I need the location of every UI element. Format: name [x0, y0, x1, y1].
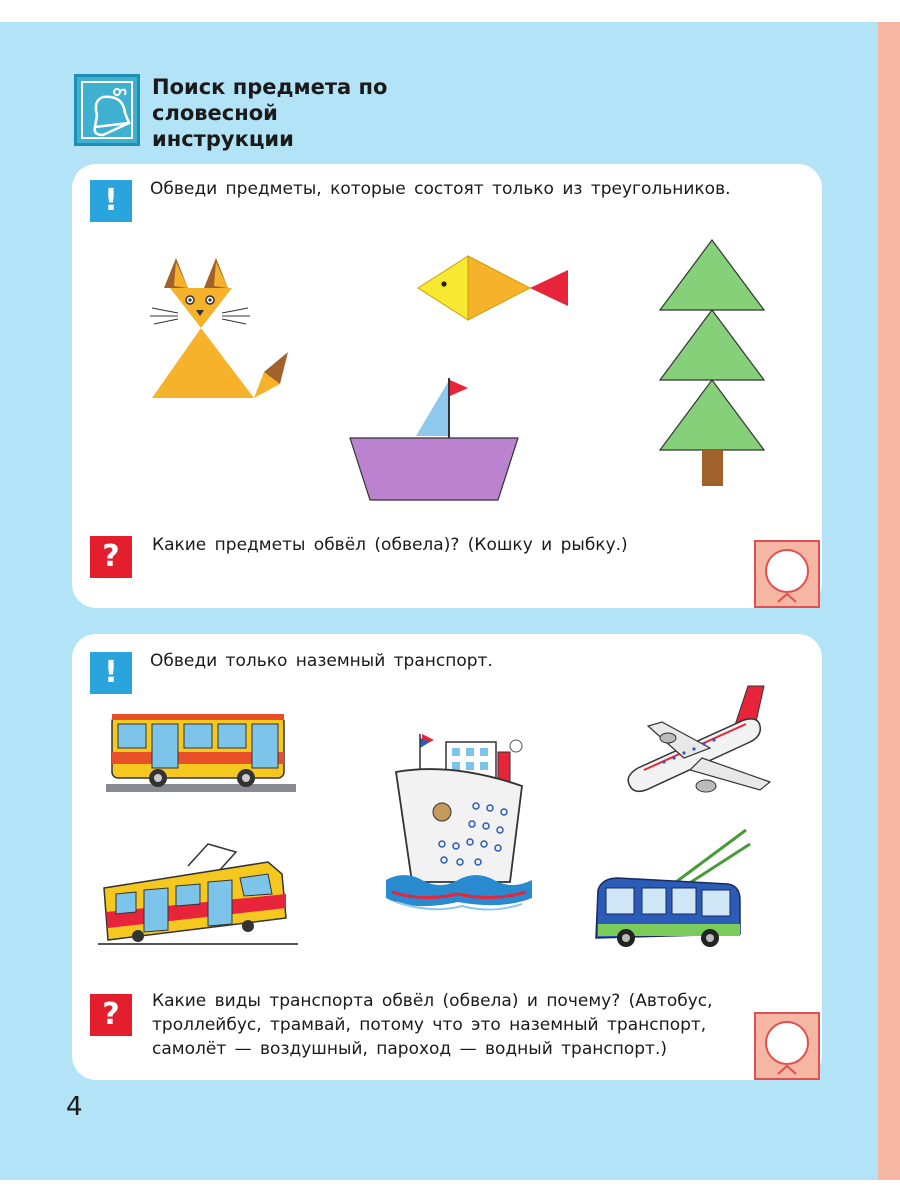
ship-icon[interactable]	[382, 732, 536, 914]
airplane-icon[interactable]	[624, 682, 774, 804]
tram-icon[interactable]	[98, 838, 298, 946]
exclamation-badge: !	[90, 652, 132, 694]
task-card-shapes	[72, 164, 822, 608]
task2-question-line3: самолёт — воздушный, пароход — водный транспорт.)	[152, 1039, 667, 1059]
trolleybus-icon[interactable]	[592, 830, 750, 950]
page-edge-strip	[878, 22, 900, 1180]
tree-icon[interactable]	[658, 240, 768, 486]
task1-question: Какие предметы обвёл (обвела)? (Кошку и рыбку.)	[152, 535, 628, 555]
page-title: Поиск предмета по словесной инструкции	[152, 75, 388, 151]
question-badge: ?	[90, 536, 132, 578]
self-assessment-face[interactable]	[754, 540, 820, 608]
task-card-transport	[72, 634, 822, 1080]
question-badge: ?	[90, 994, 132, 1036]
exclamation-badge: !	[90, 180, 132, 222]
task1-instruction: Обведи предметы, которые состоят только из треугольников.	[150, 179, 731, 199]
fish-icon[interactable]	[418, 252, 568, 324]
boat-icon[interactable]	[350, 378, 520, 502]
bus-icon[interactable]	[106, 710, 296, 794]
task2-question-line2: троллейбус, трамвай, потому что это наземный транспорт,	[152, 1015, 707, 1035]
task2-question-line1: Какие виды транспорта обвёл (обвела) и почему? (Автобус,	[152, 991, 713, 1011]
self-assessment-face[interactable]	[754, 1012, 820, 1080]
page-number: 4	[66, 1092, 83, 1122]
task2-instruction: Обведи только наземный транспорт.	[150, 651, 493, 671]
bell-icon	[74, 74, 140, 146]
cat-icon[interactable]	[148, 258, 308, 408]
